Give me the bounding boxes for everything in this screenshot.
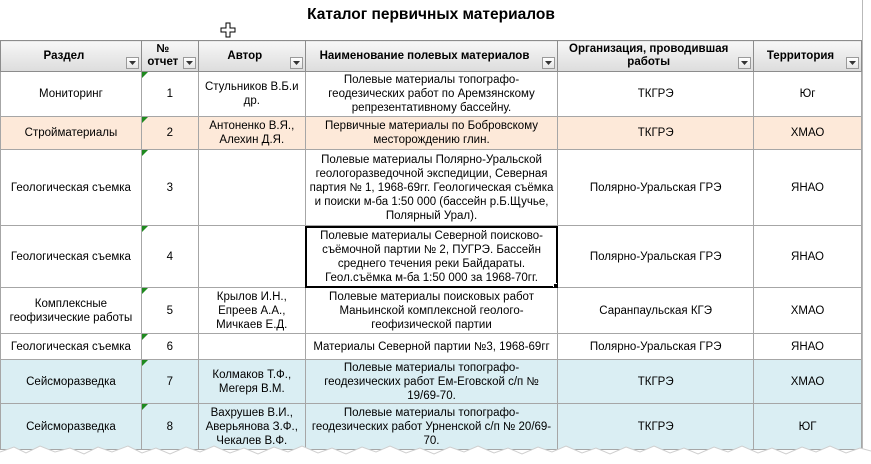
cell-avtor[interactable]: Антоненко В.Я., Алехин Д.Я. (198, 117, 305, 150)
cell-naim[interactable]: Полевые материалы топографо-геодезических работ Урненской с/п № 20/69-70. (305, 404, 558, 450)
cell-razdel[interactable]: Сейсморазведка (1, 404, 142, 450)
comment-marker-icon (142, 72, 148, 78)
cell-avtor[interactable] (198, 150, 305, 226)
cell-org[interactable]: ТКГРЭ (558, 404, 754, 450)
filter-dropdown-icon[interactable] (290, 57, 303, 69)
cell-terr[interactable]: ЯНАО (754, 226, 862, 288)
torn-edge (0, 438, 871, 464)
header-nomer (141, 41, 198, 72)
cell-avtor[interactable] (198, 334, 305, 360)
cell-terr[interactable]: ХМАО (754, 360, 862, 404)
comment-marker-icon (142, 404, 148, 410)
cell-nomer-value: 7 (166, 375, 174, 388)
cell-razdel[interactable]: Стройматериалы (1, 117, 142, 150)
cell-nomer-value: 2 (166, 127, 174, 139)
cell-org[interactable]: Полярно-Уральская ГРЭ (558, 150, 754, 226)
filter-dropdown-icon[interactable] (183, 57, 196, 69)
cell-nomer-value: 8 (166, 420, 174, 433)
cell-razdel[interactable]: Геологическая съемка (1, 226, 142, 288)
header-label: Территория (766, 49, 835, 62)
cell-org[interactable]: ТКГРЭ (558, 360, 754, 404)
comment-marker-icon (142, 226, 148, 232)
cell-naim[interactable]: Полевые материалы топографо-геодезических работ по Аремзянскому репрезентативному бассейну. (305, 72, 558, 117)
cell-terr[interactable]: Юг (754, 72, 862, 117)
header-row (1, 41, 862, 72)
filter-dropdown-icon[interactable] (738, 57, 751, 69)
table-row (1, 288, 862, 334)
cell-org[interactable]: ТКГРЭ (558, 72, 754, 117)
cell-nomer[interactable] (141, 334, 198, 360)
cell-org[interactable]: Полярно-Уральская ГРЭ (558, 334, 754, 360)
cell-nomer[interactable] (141, 288, 198, 334)
cell-nomer-value: 1 (166, 88, 174, 100)
cell-naim[interactable]: Полевые материалы поисковых работ Маньинской комплексной геолого-геофизической партии (305, 288, 558, 334)
filter-dropdown-icon[interactable] (542, 57, 555, 69)
cell-naim[interactable]: Первичные материалы по Бобровскому месторождению глин. (305, 117, 558, 150)
cell-naim[interactable]: Полевые материалы Полярно-Уральской геологоразведочной экспедиции, Северная партия № 1, 1968-69гг. Геологическая съёмка и поиски м-ба 1:50 000 (бассейн р.Б.Щучье, Полярный Урал). (305, 150, 558, 226)
cell-razdel[interactable]: Геологическая съемка (1, 334, 142, 360)
header-org (558, 41, 754, 72)
header-terr (754, 41, 862, 72)
cell-nomer[interactable] (141, 117, 198, 150)
comment-marker-icon (142, 150, 148, 156)
filter-dropdown-icon[interactable] (846, 57, 859, 69)
cell-cursor-icon (220, 22, 236, 38)
comment-marker-icon (142, 360, 148, 366)
cell-razdel[interactable]: Мониторинг (1, 72, 142, 117)
comment-marker-icon (142, 117, 148, 123)
cell-org[interactable]: Саранпаульская КГЭ (558, 288, 754, 334)
table-row (1, 72, 862, 117)
cell-nomer[interactable] (141, 72, 198, 117)
header-label: Раздел (43, 49, 85, 62)
cell-naim-value: Полевые материалы Северной поисково-съёмочной партии № 2, ПУГРЭ. Бассейн среднего течения реки Байдараты. Геол.съёмка м-ба 1:50 000 за 1968-70гг. (320, 229, 543, 284)
cell-naim[interactable]: Полевые материалы топографо-геодезических работ Ем-Еговской с/п № 19/69-70. (305, 360, 558, 404)
cell-terr[interactable]: ЮГ (754, 404, 862, 450)
catalog-table (0, 40, 862, 450)
cell-naim[interactable]: Материалы Северной партии №3, 1968-69гг (305, 334, 558, 360)
cell-razdel[interactable]: Геологическая съемка (1, 150, 142, 226)
cell-org[interactable]: Полярно-Уральская ГРЭ (558, 226, 754, 288)
cell-nomer[interactable] (141, 226, 198, 288)
comment-marker-icon (142, 288, 148, 294)
cell-nomer[interactable] (141, 150, 198, 226)
table-row (1, 117, 862, 150)
cell-razdel[interactable]: Сейсморазведка (1, 360, 142, 404)
header-label: № отчет (147, 43, 179, 68)
title-row (0, 0, 862, 40)
cell-terr[interactable]: ЯНАО (754, 334, 862, 360)
header-razdel (1, 41, 142, 72)
cell-terr[interactable]: ХМАО (754, 288, 862, 334)
filter-dropdown-icon[interactable] (126, 57, 139, 69)
table-row (1, 226, 862, 288)
table-row (1, 150, 862, 226)
cell-org[interactable]: ТКГРЭ (558, 117, 754, 150)
cell-nomer[interactable] (141, 360, 198, 404)
header-label: Наименование полевых материалов (319, 49, 530, 62)
cell-terr[interactable]: ХМАО (754, 117, 862, 150)
cell-naim-selected[interactable] (305, 226, 558, 288)
sheet-title: Каталог первичных материалов (307, 6, 555, 23)
table-row (1, 334, 862, 360)
header-label: Автор (227, 49, 263, 62)
fill-handle[interactable] (553, 283, 558, 288)
cell-avtor[interactable]: Колмаков Т.Ф., Мегеря В.М. (198, 360, 305, 404)
cell-nomer-value: 5 (166, 304, 174, 317)
cell-avtor[interactable] (198, 226, 305, 288)
cell-avtor[interactable]: Стульников В.Б.и др. (198, 72, 305, 117)
header-label: Организация, проводившая работы (569, 43, 729, 68)
cell-avtor[interactable]: Вахрушев В.И., Аверьянова З.Ф., Чекалев В.Ф. (198, 404, 305, 450)
table-row (1, 360, 862, 404)
cell-nomer-value: 4 (166, 250, 174, 263)
cell-nomer-value: 6 (166, 340, 174, 353)
cell-razdel[interactable]: Комплексные геофизические работы (1, 288, 142, 334)
cell-avtor[interactable]: Крылов И.Н., Епреев А.А., Мичкаев Е.Д. (198, 288, 305, 334)
cell-nomer-value: 3 (166, 181, 174, 194)
header-avtor (198, 41, 305, 72)
header-naim (305, 41, 558, 72)
comment-marker-icon (142, 334, 148, 340)
cell-terr[interactable]: ЯНАО (754, 150, 862, 226)
